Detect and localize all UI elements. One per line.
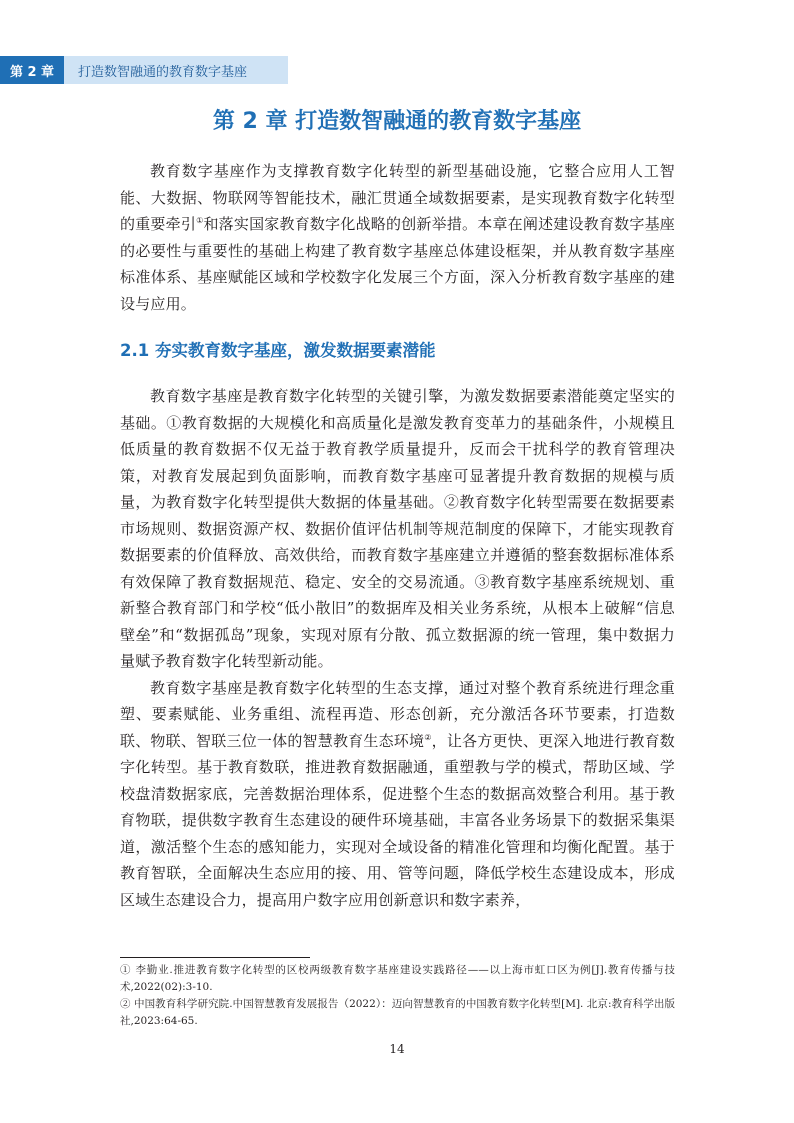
section-paragraph-2 (120, 675, 675, 914)
page-title: 第 2 章 打造数智融通的教育数字基座 (212, 109, 582, 134)
paragraph2-text-b: ，让各方更快、更深入地进行教育数字化转型。基于教育数联，推进教育数据融通，重塑教与学的模式，帮助区域、学校盘清数据家底，完善数据治理体系，促进整个生态的数据高效整合利用。基于教育物联，提供数字教育生态建设的硬件环境基础，丰富各业务场景下的数据采集渠道，激活整个生态的感知能力，实现对全域设备的精准化管理和均衡化配置。基于教育智联，全面解决生态应用的接、用、管等问题，降低学校生态建设成本，形成区域生态建设合力，提高用户数字应用创新意识和数字素养， (120, 731, 675, 909)
section-heading: 2.1 夯实教育数字基座，激发数据要素潜能 (120, 341, 436, 360)
header-chapter-label: 第 2 章 (0, 56, 64, 84)
header-chapter-title: 打造数智融通的教育数字基座 (64, 56, 288, 84)
intro-text-a: 教育数字基座作为支撑教育数字化转型的新型基础设施，它整合应用人工智能、大数据、物联网等智能技术，融汇贯通全域数据要素，是实现教育数字化转型的重要牵引 (120, 162, 675, 233)
section-paragraph-1: 教育数字基座是教育数字化转型的关键引擎，为激发数据要素潜能奠定坚实的基础。①教育数据的大规模化和高质量化是激发教育变革力的基础条件，小规模且低质量的教育数据不仅无益于教育教学质量提升，反而会干扰科学的教育管理决策，对教育发展起到负面影响，而教育数字基座可显著提升教育数据的规模与质量，为教育数字化转型提供大数据的体量基础。②教育数字化转型需要在数据要素市场规则、数据资源产权、数据价值评估机制等规范制度的保障下，才能实现教育数据要素的价值释放、高效供给，而教育数字基座建立并遵循的整套数据标准体系有效保障了教育数据规范、稳定、安全的交易流通。③教育数字基座系统规划、重新整合教育部门和学校“低小散旧”的数据库及相关业务系统，从根本上破解“信息壁垒”和“数据孤岛”现象，实现对原有分散、孤立数据源的统一管理，集中数据力量赋予教育数字化转型新动能。 (120, 387, 675, 670)
footnote-ref-2[interactable]: ② (424, 732, 432, 742)
footnote-divider (120, 957, 310, 958)
intro-text-b: 和落实国家教育数字化战略的创新举措。本章在阐述建设教育数字基座的必要性与重要性的基础上构建了教育数字基座总体建设框架，并从教育数字基座标准体系、基座赋能区域和学校数字化发展三个方面，深入分析教育数字基座的建设与应用。 (120, 215, 675, 313)
footnote-1: ① 李勤业.推进教育数字化转型的区校两级教育数字基座建设实践路径——以上海市虹口区为例[J].教育传播与技术,2022(02):3-10. (120, 964, 675, 993)
running-header (0, 56, 288, 84)
page-number: 14 (389, 1042, 405, 1056)
footnote-ref-1[interactable]: ① (196, 216, 204, 225)
intro-paragraph (120, 158, 675, 317)
main-content (120, 158, 675, 913)
paragraph2-text-a: 教育数字基座是教育数字化转型的生态支撑，通过对整个教育系统进行理念重塑、要素赋能、业务重组、流程再造、形态创新，充分激活各环节要素，打造数联、物联、智联三位一体的智慧教育生态环境 (120, 678, 675, 750)
footnote-2: ② 中国教育科学研究院.中国智慧教育发展报告（2022）：迈向智慧教育的中国教育数字化转型[M]. 北京:教育科学出版社,2023:64-65. (120, 998, 675, 1027)
footnotes (120, 962, 675, 1030)
